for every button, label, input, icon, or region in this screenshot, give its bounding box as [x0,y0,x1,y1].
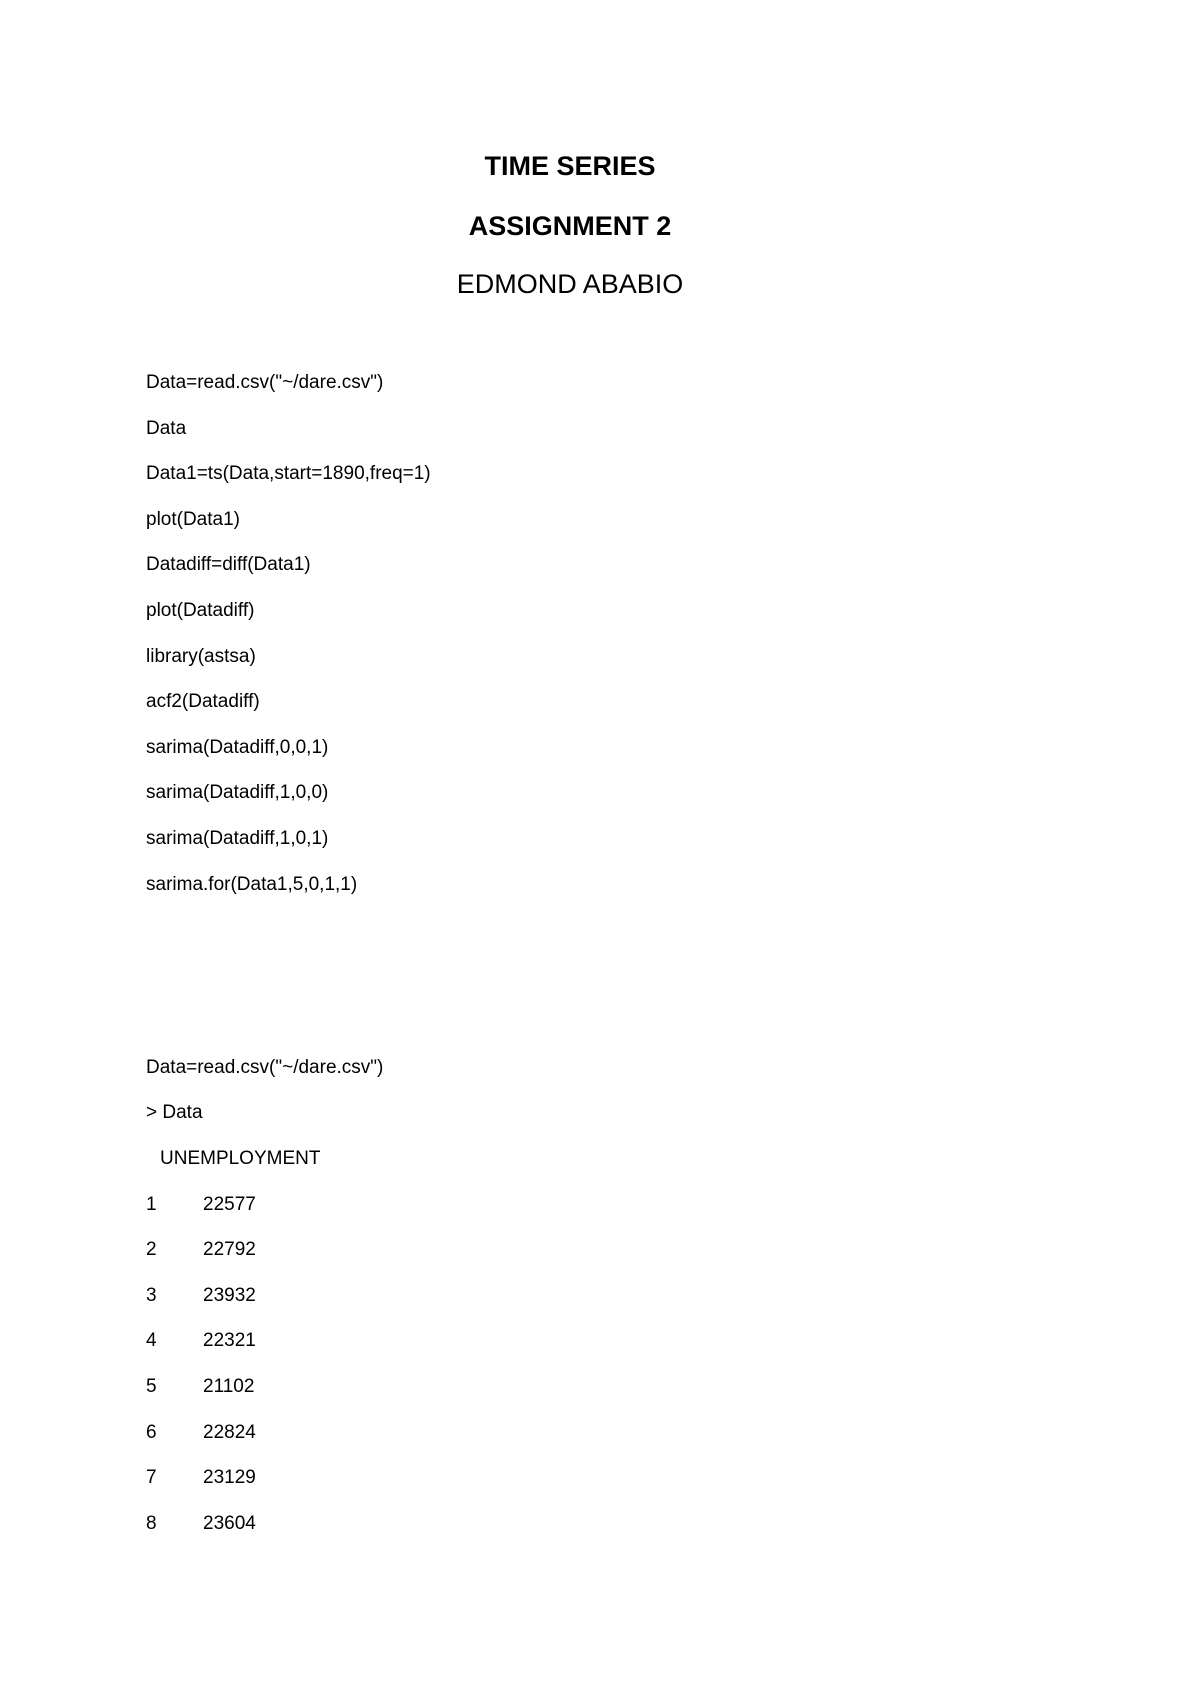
row-index: 3 [146,1285,157,1306]
row-index: 6 [146,1422,157,1443]
document-title: TIME SERIES [484,151,656,181]
column-header: UNEMPLOYMENT [160,1148,321,1169]
row-value: 21102 [203,1376,255,1397]
row-index: 1 [146,1194,157,1215]
row-value: 23932 [203,1285,256,1306]
row-index: 4 [146,1330,157,1351]
row-value: 22824 [203,1422,256,1443]
row-index: 5 [146,1376,157,1397]
code-line: Data=read.csv("~/dare.csv") [146,372,384,393]
code-line: plot(Data1) [146,509,240,530]
document-subtitle: ASSIGNMENT 2 [468,211,672,241]
output-command: Data=read.csv("~/dare.csv") [146,1057,384,1078]
row-value: 22321 [203,1330,256,1351]
row-index: 7 [146,1467,157,1488]
row-value: 22792 [203,1239,256,1260]
output-prompt: > Data [146,1102,203,1123]
row-value: 23604 [203,1513,256,1534]
code-line: sarima(Datadiff,1,0,0) [146,782,329,803]
code-line: sarima.for(Data1,5,0,1,1) [146,874,358,895]
row-index: 2 [146,1239,157,1260]
code-line: library(astsa) [146,646,256,667]
code-line: Datadiff=diff(Data1) [146,554,311,575]
code-line: sarima(Datadiff,0,0,1) [146,737,329,758]
document-author: EDMOND ABABIO [456,269,684,299]
code-line: sarima(Datadiff,1,0,1) [146,828,329,849]
code-line: Data1=ts(Data,start=1890,freq=1) [146,463,431,484]
code-line: plot(Datadiff) [146,600,255,621]
code-line: Data [146,418,187,439]
row-value: 23129 [203,1467,256,1488]
row-value: 22577 [203,1194,256,1215]
row-index: 8 [146,1513,157,1534]
code-line: acf2(Datadiff) [146,691,260,712]
